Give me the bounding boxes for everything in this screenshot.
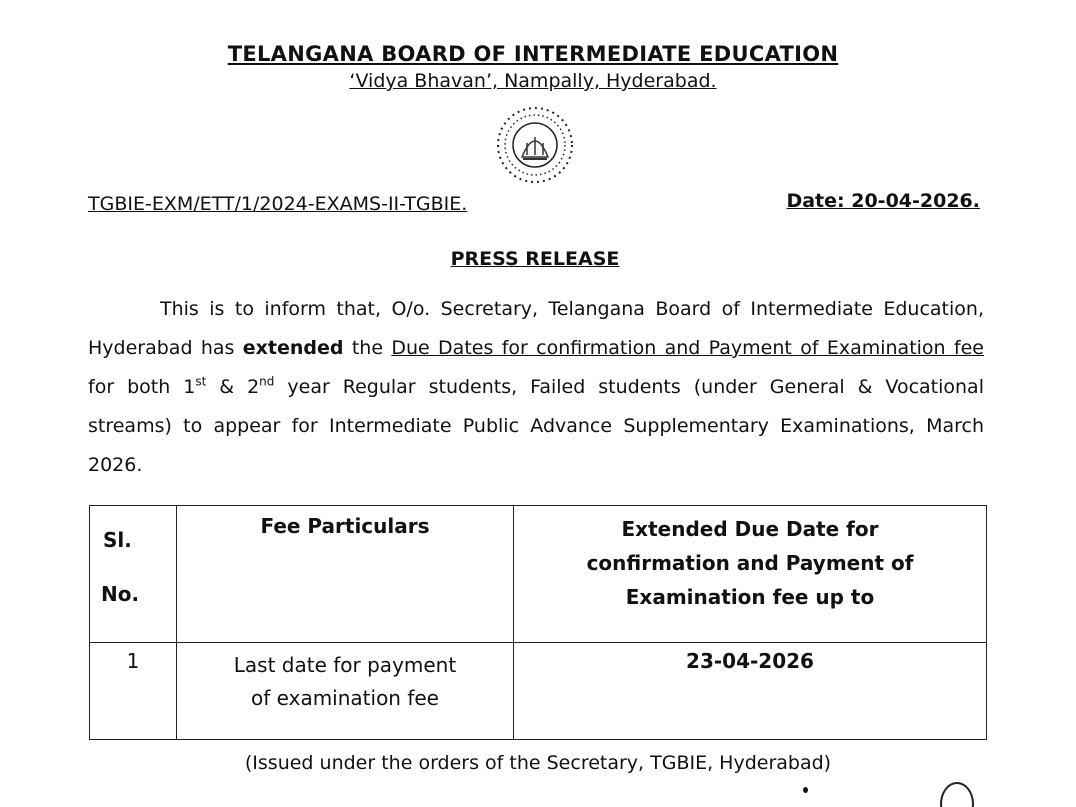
- no-header-text: No.: [101, 582, 140, 606]
- table-header-row: [90, 506, 987, 643]
- fee-particulars-header-text: Fee Particulars: [260, 514, 430, 538]
- body-text-2: the: [343, 337, 392, 359]
- due-date-header: [514, 506, 987, 643]
- sl-header-text: Sl.: [103, 528, 132, 552]
- row-due-date: 23-04-2026: [514, 643, 987, 740]
- body-paragraph: [88, 290, 984, 485]
- body-bold-text: extended: [242, 337, 344, 359]
- organization-address: ‘Vidya Bhavan’, Nampally, Hyderabad.: [349, 70, 717, 92]
- signature-mark: [940, 782, 974, 807]
- row-fee-particulars: [177, 643, 514, 740]
- organization-name: TELANGANA BOARD OF INTERMEDIATE EDUCATION: [227, 42, 839, 66]
- body-text-3: for both 1: [88, 376, 196, 398]
- issue-date: Date: 20-04-2026.: [786, 190, 980, 212]
- table-row: [90, 643, 987, 740]
- due-date-header-line2: confirmation and Payment of: [586, 551, 914, 575]
- reference-number: TGBIE-EXM/ETT/1/2024-EXAMS-II-TGBIE.: [88, 193, 468, 215]
- superscript-st: st: [195, 374, 207, 389]
- body-text-4: & 2: [206, 376, 260, 398]
- body-text-1: This is to inform that, O/o. Secretary, Telangana Board of Intermediate Education, Hyderabad has: [88, 298, 984, 359]
- row-particulars-line1: Last date for payment: [233, 653, 457, 677]
- fee-table: [89, 505, 987, 740]
- due-date-header-line3: Examination fee up to: [625, 585, 875, 609]
- superscript-nd: nd: [259, 374, 275, 389]
- issued-under-note: (Issued under the orders of the Secretary, TGBIE, Hyderabad): [244, 752, 832, 774]
- document-title: PRESS RELEASE: [450, 248, 620, 270]
- due-date-header-line1: Extended Due Date for: [621, 517, 879, 541]
- fee-particulars-header: [177, 506, 514, 643]
- row-sl-no: 1: [90, 643, 177, 740]
- body-underlined-text: Due Dates for confirmation and Payment of Examination fee: [391, 337, 984, 359]
- sl-no-header: [90, 506, 177, 643]
- board-seal-icon: [495, 105, 575, 185]
- ink-dot: [803, 787, 808, 793]
- body-text-5: year Regular students, Failed students (under General & Vocational streams) to appear for Intermediate Public Advance Supplementary Examinations, March 2026.: [88, 376, 984, 476]
- row-particulars-line2: of examination fee: [251, 686, 439, 710]
